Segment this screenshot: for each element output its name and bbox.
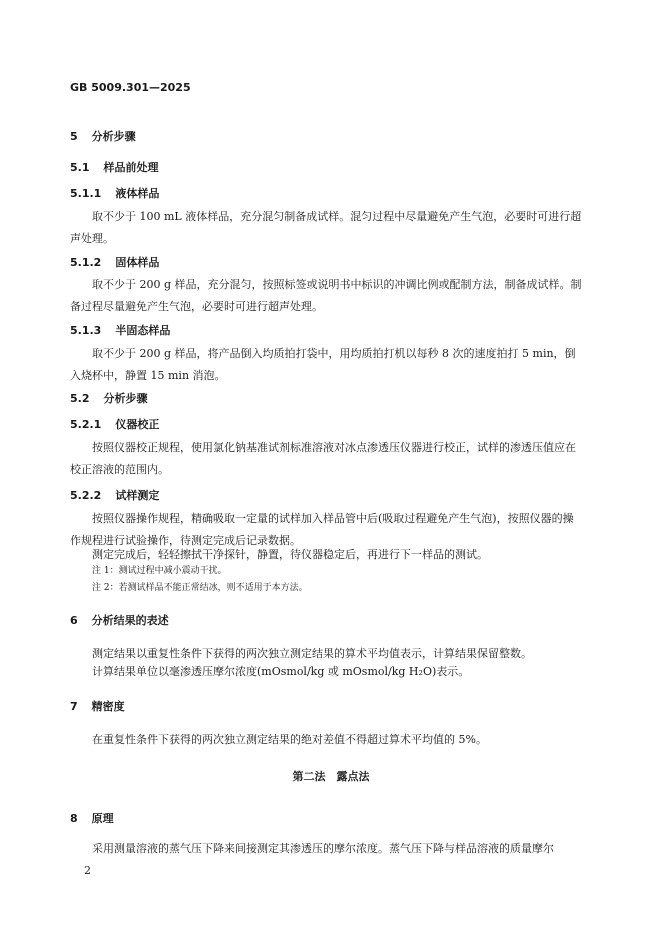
section-number: 8 — [70, 812, 78, 825]
standard-number: GB 5009.301—2025 — [70, 81, 191, 94]
section-number: 5.2 — [70, 392, 90, 405]
section-title: 分析步骤 — [91, 130, 136, 143]
paragraph: 在重复性条件下获得的两次独立测定结果的绝对差值不得超过算术平均值的 5%。 — [92, 733, 487, 746]
section-5-1-1-heading — [70, 185, 159, 201]
paragraph: 按照仪器校正规程，使用氯化钠基准试剂标准溶液对冰点渗透压仪器进行校正，试样的渗透压值应在校正溶液的范围内。 — [70, 441, 576, 476]
paragraph: 取不少于 200 g 样品，充分混匀，按照标签或说明书中标识的冲调比例或配制方法，制备成试样。制备过程尽量避免产生气泡，必要时可进行超声处理。 — [70, 278, 582, 313]
section-title: 分析结果的表述 — [91, 614, 169, 627]
section-title: 固体样品 — [115, 256, 160, 269]
section-title: 液体样品 — [115, 187, 160, 200]
paragraph: 取不少于 200 g 样品，将产品倒入均质拍打袋中，用均质拍打机以每秒 8 次的速度拍打 5 min，倒入烧杯中，静置 15 min 消泡。 — [70, 347, 576, 382]
section-number: 5.1.3 — [70, 324, 102, 337]
note-2: 注 2：若测试样品不能正常结冰，则不适用于本方法。 — [92, 583, 308, 593]
section-7-heading — [70, 698, 125, 714]
note-1: 注 1：测试过程中减小震动干扰。 — [92, 566, 227, 576]
section-number: 5.1.1 — [70, 187, 102, 200]
section-number: 6 — [70, 614, 78, 627]
section-5-2-heading — [70, 390, 148, 406]
section-number: 5.1.2 — [70, 256, 102, 269]
section-title: 仪器校正 — [115, 418, 160, 431]
paragraph: 测定完成后，轻轻擦拭干净探针，静置，待仪器稳定后，再进行下一样品的测试。 — [92, 548, 488, 561]
section-title: 分析步骤 — [103, 392, 148, 405]
section-number: 5.1 — [70, 161, 90, 174]
section-5-2-2-heading — [70, 487, 159, 503]
section-8-heading — [70, 810, 114, 826]
section-5-1-heading — [70, 159, 159, 175]
section-number: 5.2.1 — [70, 418, 102, 431]
page-number: 2 — [84, 864, 91, 877]
section-number: 5 — [70, 130, 78, 143]
paragraph: 计算结果单位以毫渗透压摩尔浓度(mOsmol/kg 或 mOsmol/kg H₂O)表示。 — [92, 665, 470, 678]
section-5-2-1-heading — [70, 416, 159, 432]
section-number: 7 — [70, 700, 78, 713]
section-title: 精密度 — [91, 700, 125, 713]
section-6-heading — [70, 612, 169, 628]
section-title: 样品前处理 — [103, 161, 159, 174]
paragraph: 测定结果以重复性条件下获得的两次独立测定结果的算术平均值表示，计算结果保留整数。 — [92, 647, 532, 660]
section-5-heading — [70, 128, 136, 144]
section-title: 试样测定 — [115, 489, 160, 502]
section-title: 半固态样品 — [115, 324, 171, 337]
paragraph: 按照仪器操作规程，精确吸取一定量的试样加入样品管中后(吸取过程避免产生气泡)，按照仪器的操作规程进行试验操作，待测定完成后记录数据。 — [70, 512, 574, 547]
section-title: 原理 — [91, 812, 114, 825]
section-number: 5.2.2 — [70, 489, 102, 502]
section-5-1-2-heading — [70, 254, 159, 270]
section-5-1-3-heading — [70, 322, 170, 338]
method-2-title: 第二法 露点法 — [292, 770, 370, 783]
paragraph: 取不少于 100 mL 液体样品，充分混匀制备成试样。混匀过程中尽量避免产生气泡，必要时可进行超声处理。 — [70, 210, 582, 245]
paragraph: 采用测量溶液的蒸气压下降来间接测定其渗透压的摩尔浓度。蒸气压下降与样品溶液的质量摩尔 — [92, 842, 554, 855]
